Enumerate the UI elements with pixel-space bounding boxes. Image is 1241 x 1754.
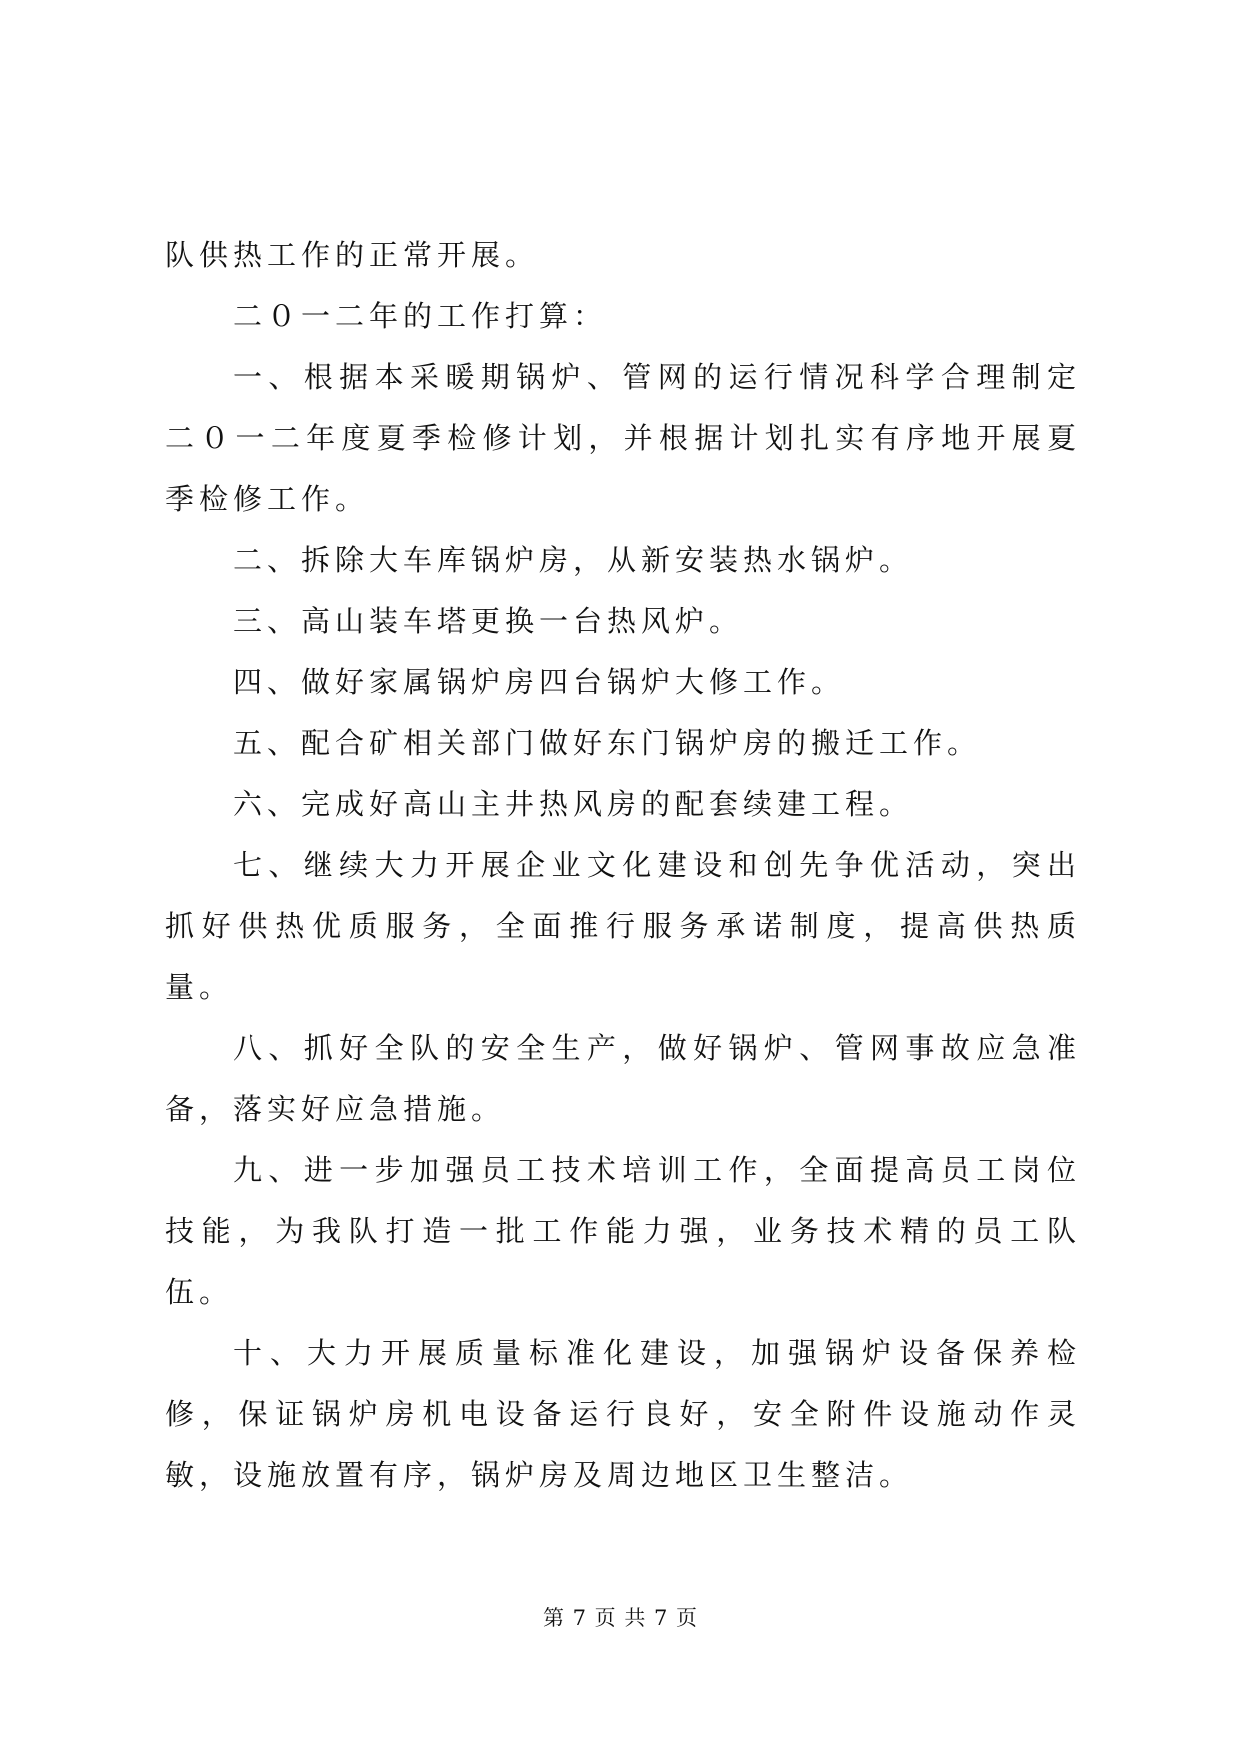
paragraph-item-9: 九、进一步加强员工技术培训工作，全面提高员工岗位技能，为我队打造一批工作能力强，业务技术精的员工队伍。 xyxy=(165,1153,1081,1309)
document-body xyxy=(165,225,1081,1506)
paragraph-plan-heading: 二０一二年的工作打算： xyxy=(233,299,608,333)
paragraph-item-2: 二、拆除大车库锅炉房，从新安装热水锅炉。 xyxy=(233,543,914,577)
paragraph-item-10: 十、大力开展质量标准化建设，加强锅炉设备保养检修，保证锅炉房机电设备运行良好，安全附件设施动作灵敏，设施放置有序，锅炉房及周边地区卫生整洁。 xyxy=(165,1336,1081,1492)
paragraph-item-4: 四、做好家属锅炉房四台锅炉大修工作。 xyxy=(233,665,846,699)
page-number-footer: 第 7 页 共 7 页 xyxy=(542,1606,699,1630)
paragraph-item-3: 三、高山装车塔更换一台热风炉。 xyxy=(233,604,744,638)
paragraph-item-6: 六、完成好高山主井热风房的配套续建工程。 xyxy=(233,787,914,821)
paragraph-item-5: 五、配合矿相关部门做好东门锅炉房的搬迁工作。 xyxy=(233,726,982,760)
paragraph-continuation: 队供热工作的正常开展。 xyxy=(165,238,540,272)
paragraph-item-1: 一、根据本采暖期锅炉、管网的运行情况科学合理制定二０一二年度夏季检修计划，并根据计划扎实有序地开展夏季检修工作。 xyxy=(165,360,1081,516)
paragraph-item-8: 八、抓好全队的安全生产，做好锅炉、管网事故应急准备，落实好应急措施。 xyxy=(165,1031,1081,1126)
paragraph-item-7: 七、继续大力开展企业文化建设和创先争优活动，突出抓好供热优质服务，全面推行服务承诺制度，提高供热质量。 xyxy=(165,848,1081,1004)
